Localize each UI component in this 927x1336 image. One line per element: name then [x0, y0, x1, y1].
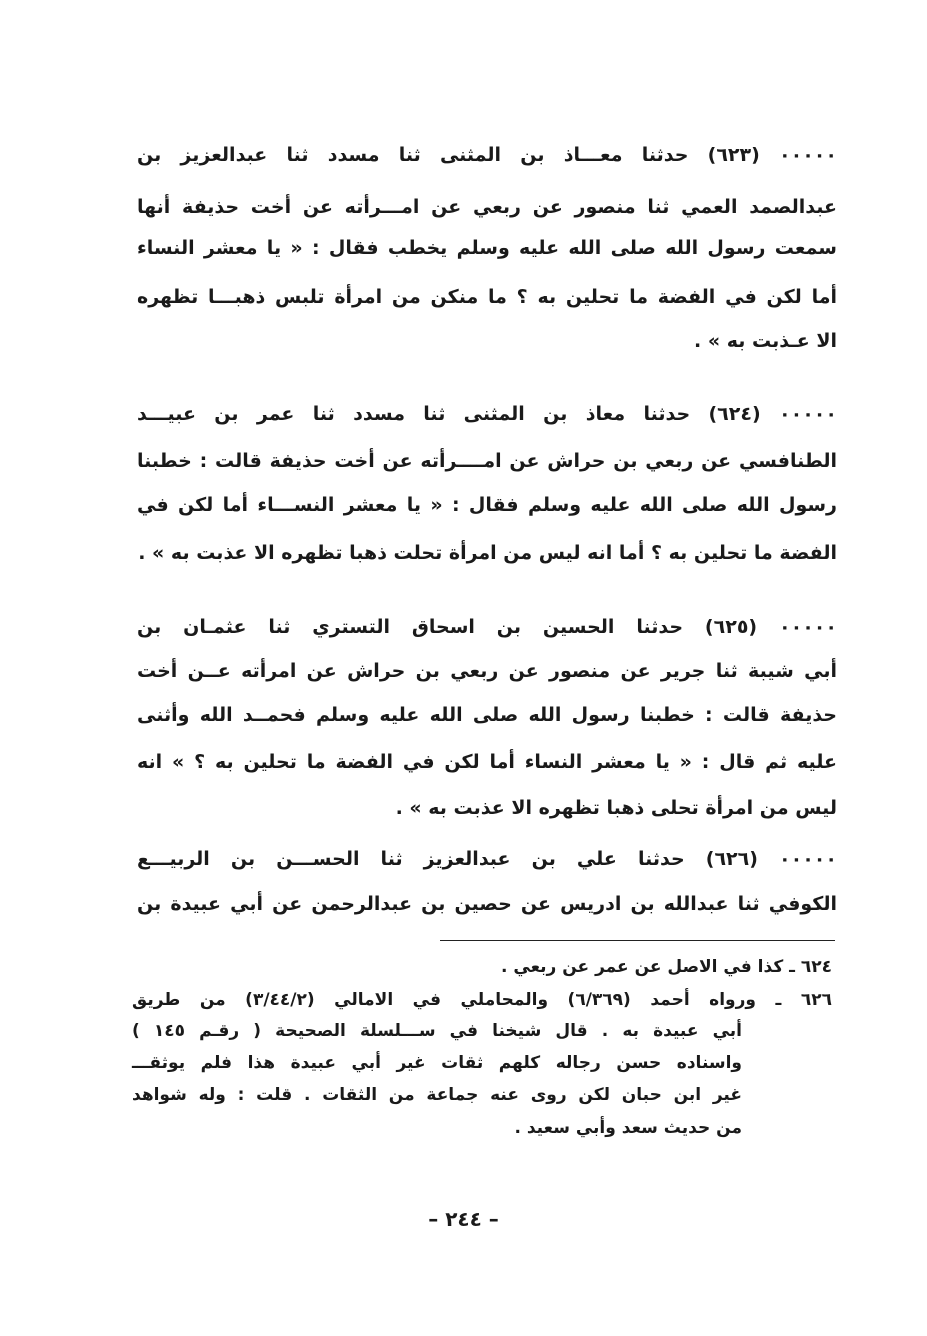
hadith-625-line-5: ليس من امرأة تحلى ذهبا تظهره الا عذبت به » . [395, 797, 837, 819]
hadith-623-line-4: أما لكن في الفضة ما تحلين به ؟ ما منكن من امرأة تلبس ذهبـــا تظهره [137, 286, 837, 308]
hadith-623-line-3: سمعت رسول الله صلى الله عليه وسلم يخطب فقال : « يا معشر النساء [137, 237, 837, 259]
hadith-623-line-2: عبدالصمد العمي ثنا منصور عن ربعي عن امـــرأته عن أخت حذيفة أنها [137, 196, 837, 218]
page-number: – ٢٤٤ – [428, 1207, 499, 1231]
hadith-625-line-1: ٠٠٠٠٠ (٦٢٥) حدثنا الحسين بن اسحاق التستري ثنا عثمـان بن [137, 616, 837, 638]
hadith-625-line-3: حذيفة قالت : خطبنا رسول الله صلى الله عليه وسلم فحمــد الله وأثنى [137, 704, 837, 726]
footnote-626-line-4: غير ابن حبان لكن روى عنه جماعة من الثقات . قلت : وله شواهد [132, 1085, 742, 1105]
footnote-626-line-1: ٦٢٦ ـ ورواه أحمد (٦/٣٦٩) والمحاملي في الامالي (٣/٤٤/٢) من طريق [132, 990, 832, 1010]
footnote-separator [440, 940, 835, 941]
hadith-626-line-1: ٠٠٠٠٠ (٦٢٦) حدثنا علي بن عبدالعزيز ثنا الحســـن بن الربيـــع [137, 848, 837, 870]
hadith-626-line-2: الكوفي ثنا عبدالله بن ادريس عن حصين بن عبدالرحمن عن أبي عبيدة بن [137, 893, 837, 915]
footnote-626-line-5: من حديث سعد وأبي سعيد . [514, 1118, 742, 1138]
hadith-625-line-4: عليه ثم قال : « يا معشر النساء أما لكن في الفضة ما تحلين به ؟ » انه [137, 751, 837, 773]
footnote-624: ٦٢٤ ـ كذا في الاصل عن عمر عن ربعي . [501, 957, 832, 977]
hadith-624-line-4: الفضة ما تحلين به ؟ أما انه ليس من امرأة تحلت ذهبا تظهره الا عذبت به » . [138, 542, 837, 564]
footnote-626-line-3: واسناده حسن رجاله كلهم ثقات غير أبي عبيدة هذا فلم يوثقـــ [132, 1053, 742, 1073]
hadith-624-line-1: ٠٠٠٠٠ (٦٢٤) حدثنا معاذ بن المثنى ثنا مسدد ثنا عمر بن عبيـــد [137, 403, 837, 425]
hadith-623-line-1: ٠٠٠٠٠ (٦٢٣) حدثنا معـــاذ بن المثنى ثنا مسدد ثنا عبدالعزيز بن [137, 144, 837, 166]
hadith-623-line-5: الا عـذبت به » . [694, 330, 837, 352]
footnote-626-line-2: أبي عبيدة به . قال شيخنا في ســـلسلة الصحيحة ( رقـم ١٤٥ ) [132, 1021, 742, 1041]
hadith-624-line-3: رسول الله صلى الله عليه وسلم فقال : « يا معشر النســـاء أما لكن في [137, 494, 837, 516]
hadith-624-line-2: الطنافسي عن ربعي بن حراش عن امــــرأته عن أخت حذيفة قالت : خطبنا [137, 450, 837, 472]
hadith-625-line-2: أبي شيبة ثنا جرير عن منصور عن ربعي بن حراش عن امرأته عــن أخت [137, 660, 837, 682]
